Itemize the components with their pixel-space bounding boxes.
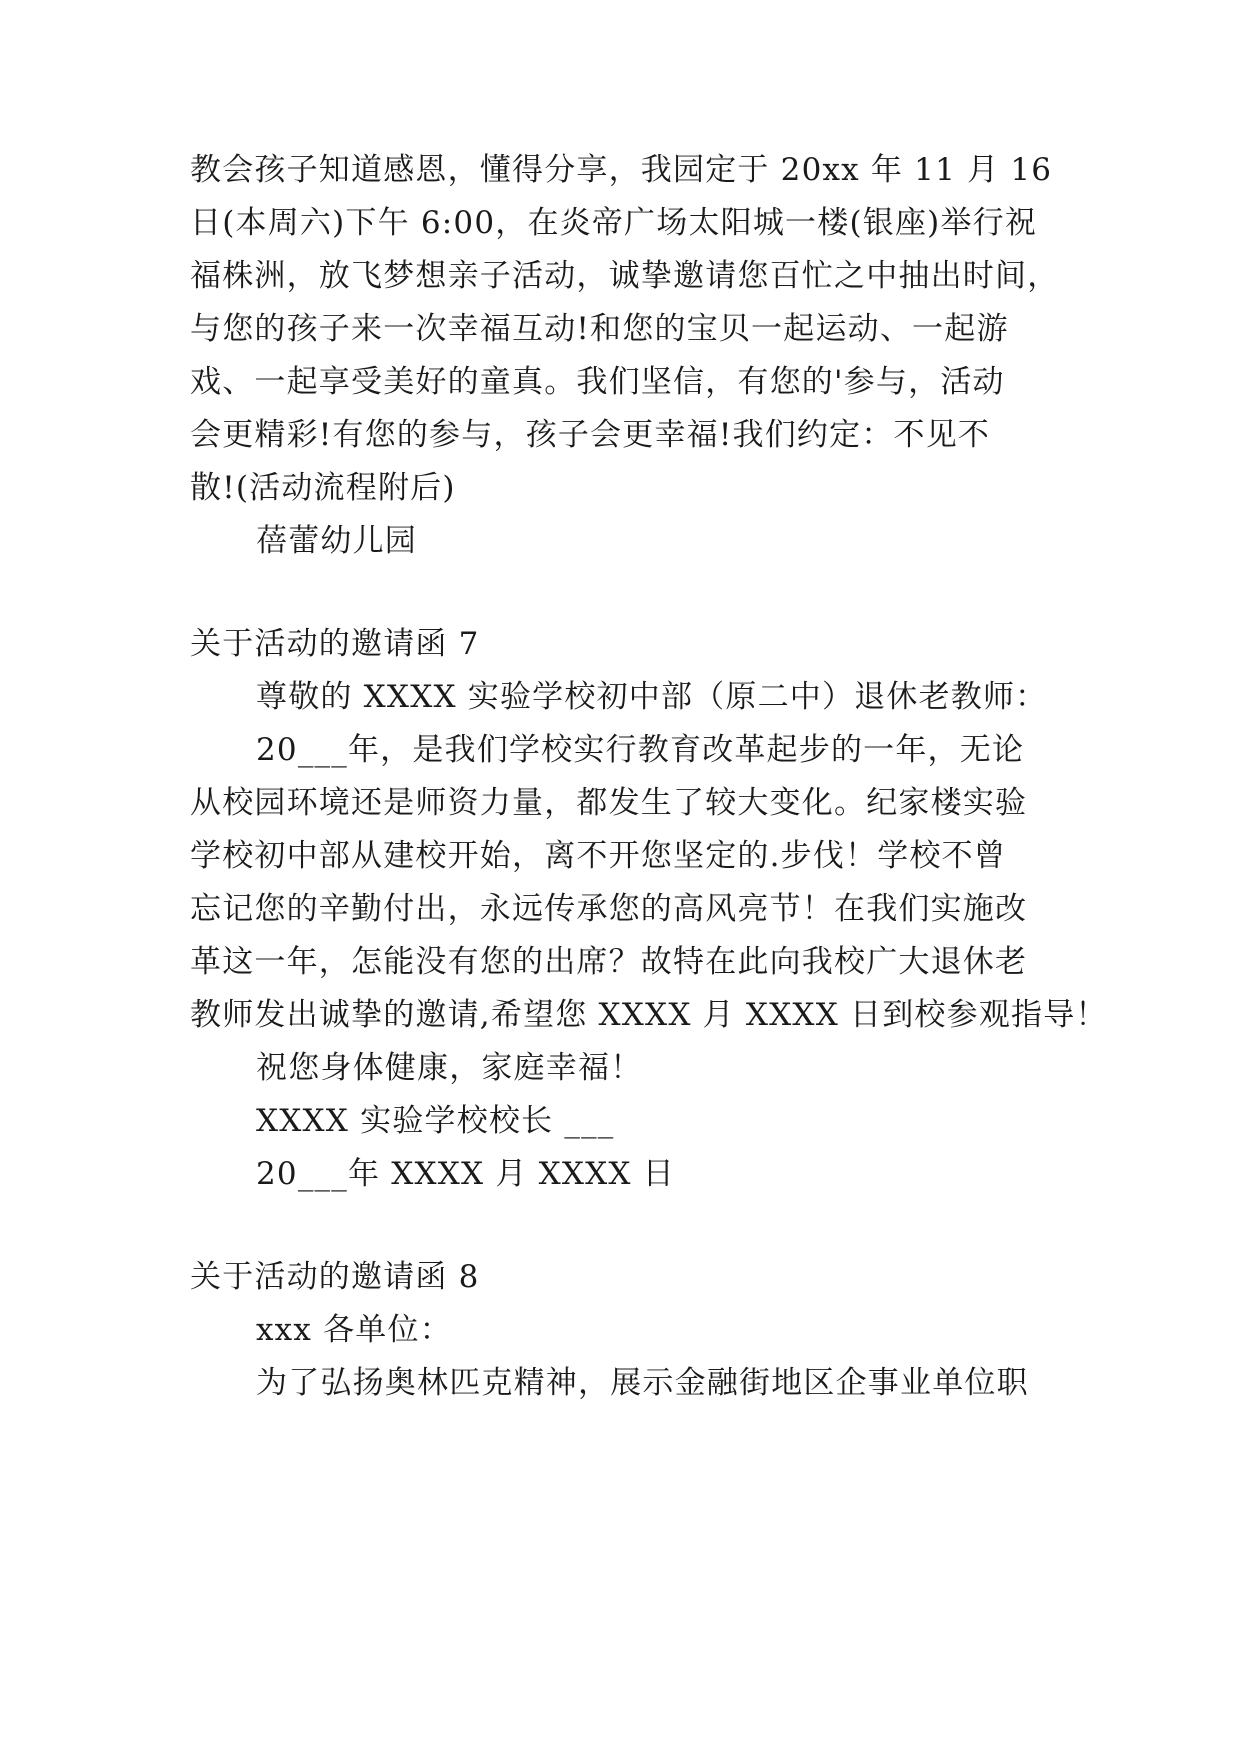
salutation-line: 尊敬的 XXXX 实验学校初中部（原二中）退休老教师： bbox=[256, 679, 1048, 715]
section-heading: 关于活动的邀请函 7 bbox=[190, 626, 480, 662]
signer-line: XXXX 实验学校校长 ___ bbox=[256, 1103, 615, 1139]
paragraph-line: 学校初中部从建校开始，离不开您坚定的.步伐！学校不曾 bbox=[190, 838, 1007, 874]
paragraph-line: 日(本周六)下午 6:00，在炎帝广场太阳城一楼(银座)举行祝 bbox=[190, 205, 1038, 241]
closing-wish-line: 祝您身体健康，家庭幸福！ bbox=[256, 1050, 643, 1086]
signature-line: 蓓蕾幼儿园 bbox=[256, 523, 417, 559]
paragraph-line: 会更精彩!有您的参与，孩子会更幸福!我们约定：不见不 bbox=[190, 417, 991, 453]
paragraph-line: 从校园环境还是师资力量，都发生了较大变化。纪家楼实验 bbox=[190, 785, 1028, 821]
paragraph-line: 散!(活动流程附后) bbox=[190, 470, 456, 506]
paragraph-line: 与您的孩子来一次幸福互动!和您的宝贝一起运动、一起游 bbox=[190, 311, 1009, 347]
paragraph-line: 教师发出诚挚的邀请,希望您 XXXX 月 XXXX 日到校参观指导！ bbox=[190, 997, 1108, 1033]
section-heading: 关于活动的邀请函 8 bbox=[190, 1259, 480, 1295]
date-line: 20___年 XXXX 月 XXXX 日 bbox=[256, 1156, 675, 1192]
paragraph-line: 革这一年，怎能没有您的出席？故特在此向我校广大退休老 bbox=[190, 944, 1028, 980]
paragraph-line: 戏、一起享受美好的童真。我们坚信，有您的'参与，活动 bbox=[190, 364, 1005, 400]
salutation-line: xxx 各单位： bbox=[256, 1312, 452, 1348]
paragraph-line: 教会孩子知道感恩，懂得分享，我园定于 20xx 年 11 月 16 bbox=[190, 152, 1053, 188]
paragraph-line: 福株洲，放飞梦想亲子活动，诚挚邀请您百忙之中抽出时间， bbox=[190, 258, 1060, 294]
paragraph-line: 20___年，是我们学校实行教育改革起步的一年，无论 bbox=[256, 732, 1025, 768]
paragraph-line: 忘记您的辛勤付出，永远传承您的高风亮节！在我们实施改 bbox=[190, 891, 1028, 927]
paragraph-line: 为了弘扬奥林匹克精神，展示金融街地区企事业单位职 bbox=[256, 1365, 1029, 1401]
